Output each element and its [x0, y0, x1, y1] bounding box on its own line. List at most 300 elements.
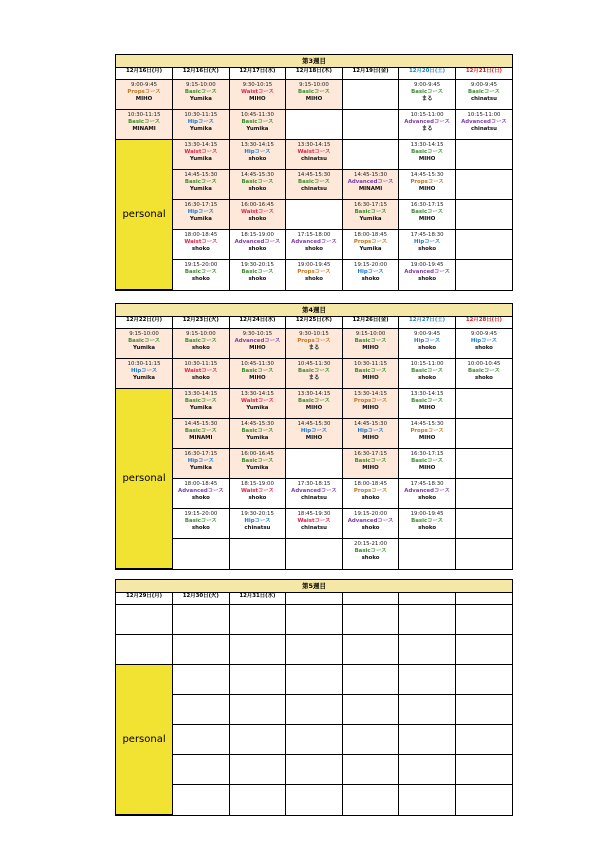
- empty-slot: [342, 665, 399, 695]
- week-title: 第3週目: [116, 55, 512, 68]
- empty-slot: [286, 695, 343, 725]
- class-course: Basicコース: [184, 518, 217, 524]
- class-course: Advancedコース: [234, 239, 281, 245]
- class-time: 9:00-9:45: [414, 82, 441, 88]
- class-instructor: shoko: [191, 276, 210, 282]
- class-time: 18:00-18:45: [184, 232, 218, 238]
- class-time: 9:15-10:00: [299, 82, 329, 88]
- table-row: [116, 539, 512, 569]
- class-instructor: shoko: [191, 345, 210, 351]
- empty-slot: [455, 695, 512, 725]
- class-course: Basicコース: [411, 89, 444, 95]
- table-row: [116, 509, 512, 539]
- class-time: 16:30-17:15: [354, 202, 388, 208]
- class-course: Hipコース: [187, 119, 214, 125]
- class-slot[interactable]: [229, 230, 286, 260]
- class-course: Waistコース: [240, 89, 274, 95]
- empty-slot: [286, 725, 343, 755]
- class-time: 16:00-16:45: [240, 202, 274, 208]
- empty-slot: [286, 635, 343, 665]
- class-slot[interactable]: [286, 479, 343, 509]
- class-course: Basicコース: [184, 89, 217, 95]
- class-slot[interactable]: [173, 170, 230, 200]
- class-course: Advancedコース: [404, 119, 450, 125]
- empty-slot: [455, 230, 512, 260]
- class-instructor: shoko: [418, 276, 437, 282]
- class-time: 10:45-11:30: [240, 112, 274, 118]
- class-slot[interactable]: [286, 359, 343, 389]
- empty-slot: [229, 785, 286, 815]
- class-course: Basicコース: [241, 458, 274, 464]
- class-time: 10:30-11:15: [354, 361, 388, 367]
- class-instructor: chinatsu: [244, 525, 271, 531]
- class-course: Advancedコース: [347, 518, 394, 524]
- class-instructor: MIHO: [418, 216, 436, 222]
- empty-slot: [399, 635, 456, 665]
- class-instructor: MIHO: [249, 96, 266, 102]
- empty-slot: [229, 539, 286, 569]
- class-slot[interactable]: [399, 419, 456, 449]
- class-instructor: Yumika: [189, 96, 212, 102]
- day-header: 12月30日(火): [173, 593, 230, 605]
- class-slot[interactable]: [342, 539, 399, 569]
- class-time: 10:15-11:00: [410, 112, 444, 118]
- class-instructor: MINAMI: [358, 186, 383, 192]
- class-time: 19:15-20:00: [184, 511, 218, 517]
- class-course: Waistコース: [240, 488, 274, 494]
- class-instructor: shoko: [191, 525, 210, 531]
- class-slot[interactable]: [229, 260, 286, 290]
- class-course: Propsコース: [127, 89, 161, 95]
- empty-slot: [342, 605, 399, 635]
- class-course: Hipコース: [470, 338, 497, 344]
- table-row: [116, 635, 512, 665]
- class-instructor: MIHO: [362, 375, 379, 381]
- class-slot[interactable]: [286, 419, 343, 449]
- empty-slot: [286, 605, 343, 635]
- class-slot[interactable]: [173, 140, 230, 170]
- class-instructor: MIHO: [418, 465, 436, 471]
- class-time: 14:45-15:30: [297, 172, 331, 178]
- class-time: 13:30-14:15: [410, 391, 444, 397]
- class-time: 10:30-11:15: [184, 112, 218, 118]
- personal-label: personal: [116, 665, 173, 815]
- empty-slot: [116, 635, 173, 665]
- class-instructor: chinatsu: [300, 525, 327, 531]
- class-course: Hipコース: [244, 518, 271, 524]
- class-slot[interactable]: [173, 200, 230, 230]
- table-row: [116, 479, 512, 509]
- class-course: Propsコース: [353, 398, 388, 404]
- class-slot[interactable]: [342, 359, 399, 389]
- class-slot[interactable]: [229, 200, 286, 230]
- class-slot[interactable]: [399, 389, 456, 419]
- class-slot[interactable]: [229, 329, 286, 359]
- class-slot[interactable]: [399, 479, 456, 509]
- class-slot[interactable]: [455, 329, 512, 359]
- empty-slot: [229, 635, 286, 665]
- class-instructor: MIHO: [418, 405, 436, 411]
- class-slot[interactable]: [342, 200, 399, 230]
- day-header: 12月19日(金): [342, 68, 399, 80]
- class-time: 13:30-14:15: [297, 391, 331, 397]
- class-slot[interactable]: [173, 419, 230, 449]
- class-course: Hipコース: [357, 269, 384, 275]
- class-instructor: chinatsu: [300, 495, 327, 501]
- empty-slot: [173, 539, 230, 569]
- class-slot[interactable]: [116, 359, 173, 389]
- class-slot[interactable]: [399, 110, 456, 140]
- class-slot[interactable]: [173, 359, 230, 389]
- empty-slot: [116, 605, 173, 635]
- class-time: 19:30-20:15: [240, 511, 274, 517]
- day-header: 12月22日(月): [116, 317, 173, 329]
- personal-label: personal: [116, 389, 173, 569]
- empty-slot: [399, 665, 456, 695]
- class-course: Hipコース: [414, 239, 441, 245]
- empty-slot: [229, 605, 286, 635]
- class-instructor: shoko: [191, 375, 210, 381]
- class-instructor: MIHO: [305, 96, 323, 102]
- class-course: Basicコース: [298, 398, 330, 404]
- class-instructor: Yumika: [133, 375, 156, 381]
- day-header: 12月20日(土): [399, 68, 456, 80]
- table-row: [116, 200, 512, 230]
- class-course: Basicコース: [184, 428, 217, 434]
- class-time: 9:00-9:45: [470, 331, 498, 337]
- class-instructor: shoko: [418, 495, 437, 501]
- class-time: 13:30-14:15: [354, 391, 388, 397]
- class-instructor: まる: [421, 126, 433, 132]
- class-instructor: shoko: [248, 495, 267, 501]
- week-schedule: [115, 579, 513, 816]
- class-slot[interactable]: [399, 170, 456, 200]
- class-slot[interactable]: [399, 509, 456, 539]
- class-time: 16:30-17:15: [410, 202, 444, 208]
- class-course: Hipコース: [187, 209, 214, 215]
- class-instructor: Yumika: [133, 345, 156, 351]
- class-instructor: MINAMI: [132, 126, 156, 132]
- empty-slot: [342, 110, 399, 140]
- empty-slot: [399, 605, 456, 635]
- class-time: 9:15-10:00: [186, 82, 216, 88]
- class-time: 9:00-9:45: [414, 331, 441, 337]
- class-course: Advancedコース: [234, 338, 281, 344]
- class-slot[interactable]: [173, 509, 230, 539]
- class-instructor: chinatsu: [470, 126, 497, 132]
- class-slot[interactable]: [455, 359, 512, 389]
- empty-slot: [455, 449, 512, 479]
- empty-slot: [229, 665, 286, 695]
- empty-slot: [286, 755, 343, 785]
- class-slot[interactable]: [286, 329, 343, 359]
- table-row: [116, 665, 512, 695]
- class-course: Basicコース: [411, 209, 444, 215]
- class-slot[interactable]: [173, 80, 230, 110]
- class-instructor: MIHO: [305, 435, 323, 441]
- class-instructor: shoko: [191, 246, 210, 252]
- class-slot[interactable]: [342, 389, 399, 419]
- empty-slot: [455, 635, 512, 665]
- class-time: 14:45-15:30: [354, 421, 388, 427]
- empty-slot: [286, 110, 343, 140]
- class-course: Waistコース: [297, 149, 331, 155]
- class-course: Hipコース: [300, 428, 328, 434]
- class-slot[interactable]: [342, 260, 399, 290]
- empty-slot: [342, 140, 399, 170]
- class-time: 14:45-15:30: [184, 172, 218, 178]
- empty-slot: [173, 695, 230, 725]
- class-time: 9:30-10:15: [242, 82, 273, 88]
- class-instructor: shoko: [418, 345, 437, 351]
- class-slot[interactable]: [342, 449, 399, 479]
- class-slot[interactable]: [455, 80, 512, 110]
- table-row: [116, 449, 512, 479]
- class-slot[interactable]: [342, 329, 399, 359]
- class-time: 14:45-15:30: [240, 421, 274, 427]
- class-instructor: shoko: [361, 555, 380, 561]
- class-course: Advancedコース: [291, 239, 337, 245]
- empty-slot: [399, 755, 456, 785]
- class-slot[interactable]: [399, 200, 456, 230]
- class-time: 16:30-17:15: [184, 202, 218, 208]
- class-course: Basicコース: [411, 149, 444, 155]
- day-header: 12月29日(月): [116, 593, 173, 605]
- empty-slot: [286, 785, 343, 815]
- class-course: Basicコース: [241, 119, 274, 125]
- empty-slot: [342, 635, 399, 665]
- table-row: [116, 110, 512, 140]
- class-time: 13:30-14:15: [184, 391, 218, 397]
- class-instructor: MIHO: [362, 405, 379, 411]
- class-time: 10:30-11:15: [127, 112, 161, 118]
- day-header: 12月24日(水): [229, 317, 286, 329]
- class-slot[interactable]: [342, 230, 399, 260]
- class-time: 13:30-14:15: [410, 142, 444, 148]
- class-slot[interactable]: [399, 449, 456, 479]
- class-slot[interactable]: [173, 260, 230, 290]
- class-course: Waistコース: [297, 518, 331, 524]
- class-time: 9:30-10:15: [299, 331, 329, 337]
- class-course: Propsコース: [297, 269, 331, 275]
- class-slot[interactable]: [173, 329, 230, 359]
- class-instructor: Yumika: [189, 216, 212, 222]
- class-slot[interactable]: [229, 110, 286, 140]
- class-slot[interactable]: [116, 110, 173, 140]
- class-time: 14:45-15:30: [354, 172, 388, 178]
- class-slot[interactable]: [229, 449, 286, 479]
- empty-slot: [455, 419, 512, 449]
- day-header: 12月23日(火): [173, 317, 230, 329]
- class-instructor: まる: [308, 345, 320, 351]
- class-slot[interactable]: [399, 359, 456, 389]
- class-slot[interactable]: [286, 140, 343, 170]
- class-slot[interactable]: [286, 230, 343, 260]
- class-course: Basicコース: [354, 548, 387, 554]
- class-time: 10:15-11:00: [410, 361, 444, 367]
- class-instructor: shoko: [248, 216, 267, 222]
- class-time: 9:15-10:00: [355, 331, 386, 337]
- class-time: 19:00-19:45: [410, 262, 444, 268]
- class-instructor: shoko: [418, 525, 437, 531]
- class-instructor: shoko: [305, 276, 323, 282]
- class-instructor: MIHO: [418, 435, 436, 441]
- empty-slot: [399, 725, 456, 755]
- table-row: [116, 230, 512, 260]
- class-instructor: shoko: [361, 495, 380, 501]
- class-slot[interactable]: [229, 359, 286, 389]
- class-course: Basicコース: [128, 119, 160, 125]
- empty-slot: [173, 635, 230, 665]
- class-time: 16:30-17:15: [410, 451, 444, 457]
- class-slot[interactable]: [286, 80, 343, 110]
- class-slot[interactable]: [229, 419, 286, 449]
- class-course: Hipコース: [130, 368, 158, 374]
- class-course: Basicコース: [241, 269, 274, 275]
- class-instructor: まる: [421, 96, 433, 102]
- class-slot[interactable]: [399, 260, 456, 290]
- class-slot[interactable]: [399, 230, 456, 260]
- class-course: Basicコース: [411, 458, 444, 464]
- class-slot[interactable]: [455, 110, 512, 140]
- class-course: Advancedコース: [404, 488, 450, 494]
- class-slot[interactable]: [342, 419, 399, 449]
- personal-label: personal: [116, 140, 173, 290]
- empty-slot: [173, 725, 230, 755]
- table-row: [116, 605, 512, 635]
- empty-slot: [342, 785, 399, 815]
- class-instructor: MIHO: [305, 405, 323, 411]
- class-time: 18:15-19:00: [240, 481, 274, 487]
- class-instructor: shoko: [248, 186, 267, 192]
- table-row: [116, 170, 512, 200]
- class-instructor: Yumika: [359, 216, 382, 222]
- class-course: Advancedコース: [404, 269, 450, 275]
- class-time: 14:45-15:30: [297, 421, 331, 427]
- day-header: 12月28日(日): [455, 317, 512, 329]
- class-course: Basicコース: [298, 89, 330, 95]
- class-slot[interactable]: [342, 479, 399, 509]
- class-slot[interactable]: [286, 389, 343, 419]
- empty-slot: [342, 80, 399, 110]
- day-header: [399, 593, 456, 605]
- class-slot[interactable]: [173, 479, 230, 509]
- class-slot[interactable]: [116, 80, 173, 110]
- class-time: 10:15-11:00: [467, 112, 501, 118]
- class-instructor: shoko: [418, 246, 437, 252]
- class-instructor: Yumika: [189, 126, 212, 132]
- class-time: 17:45-18:30: [410, 232, 444, 238]
- class-slot[interactable]: [173, 110, 230, 140]
- empty-slot: [173, 755, 230, 785]
- class-time: 20:15-21:00: [354, 541, 388, 547]
- week-schedule: [115, 303, 513, 570]
- class-slot[interactable]: [229, 80, 286, 110]
- class-time: 14:45-15:30: [240, 172, 274, 178]
- class-course: Basicコース: [298, 179, 330, 185]
- empty-slot: [342, 695, 399, 725]
- empty-slot: [455, 389, 512, 419]
- class-time: 9:00-9:45: [130, 82, 158, 88]
- empty-slot: [286, 449, 343, 479]
- class-instructor: shoko: [474, 375, 493, 381]
- class-time: 19:15-20:00: [354, 511, 388, 517]
- class-slot[interactable]: [173, 389, 230, 419]
- class-course: Basicコース: [184, 179, 217, 185]
- empty-slot: [229, 725, 286, 755]
- class-slot[interactable]: [342, 509, 399, 539]
- empty-slot: [399, 695, 456, 725]
- empty-slot: [173, 605, 230, 635]
- class-course: Basicコース: [467, 368, 500, 374]
- day-header: 12月17日(水): [229, 68, 286, 80]
- class-slot[interactable]: [342, 170, 399, 200]
- week-title: 第4週目: [116, 304, 512, 317]
- class-instructor: Yumika: [189, 156, 212, 162]
- class-slot[interactable]: [229, 140, 286, 170]
- class-slot[interactable]: [173, 230, 230, 260]
- class-time: 19:15-20:00: [354, 262, 388, 268]
- table-row: [116, 419, 512, 449]
- day-header: 12月18日(木): [286, 68, 343, 80]
- empty-slot: [173, 665, 230, 695]
- class-slot[interactable]: [229, 389, 286, 419]
- class-slot[interactable]: [116, 329, 173, 359]
- day-header: 12月31日(水): [229, 593, 286, 605]
- empty-slot: [229, 695, 286, 725]
- class-course: Basicコース: [411, 518, 444, 524]
- class-course: Basicコース: [354, 368, 387, 374]
- class-instructor: Yumika: [246, 126, 269, 132]
- class-slot[interactable]: [399, 140, 456, 170]
- class-instructor: shoko: [248, 246, 267, 252]
- class-slot[interactable]: [399, 329, 456, 359]
- class-slot[interactable]: [229, 170, 286, 200]
- class-course: Basicコース: [128, 338, 160, 344]
- empty-slot: [455, 170, 512, 200]
- class-instructor: Yumika: [246, 465, 269, 471]
- class-time: 18:00-18:45: [184, 481, 218, 487]
- class-slot[interactable]: [286, 260, 343, 290]
- class-course: Advancedコース: [347, 179, 394, 185]
- class-time: 14:45-15:30: [184, 421, 218, 427]
- schedule-table: [116, 68, 512, 290]
- table-row: [116, 695, 512, 725]
- day-header: 12月27日(土): [399, 317, 456, 329]
- week-schedule: [115, 54, 513, 291]
- empty-slot: [455, 260, 512, 290]
- class-course: Basicコース: [354, 458, 387, 464]
- empty-slot: [455, 725, 512, 755]
- empty-slot: [455, 479, 512, 509]
- class-slot[interactable]: [229, 479, 286, 509]
- class-slot[interactable]: [399, 80, 456, 110]
- class-instructor: shoko: [305, 246, 323, 252]
- class-slot[interactable]: [229, 509, 286, 539]
- empty-slot: [455, 755, 512, 785]
- class-slot[interactable]: [286, 509, 343, 539]
- class-instructor: Yumika: [189, 465, 212, 471]
- class-instructor: MIHO: [362, 435, 379, 441]
- class-slot[interactable]: [173, 449, 230, 479]
- class-time: 14:45-15:30: [410, 421, 444, 427]
- empty-slot: [286, 665, 343, 695]
- class-instructor: shoko: [361, 525, 380, 531]
- class-course: Basicコース: [411, 368, 444, 374]
- class-instructor: MIHO: [362, 465, 379, 471]
- class-slot[interactable]: [286, 170, 343, 200]
- class-time: 13:30-14:15: [184, 142, 218, 148]
